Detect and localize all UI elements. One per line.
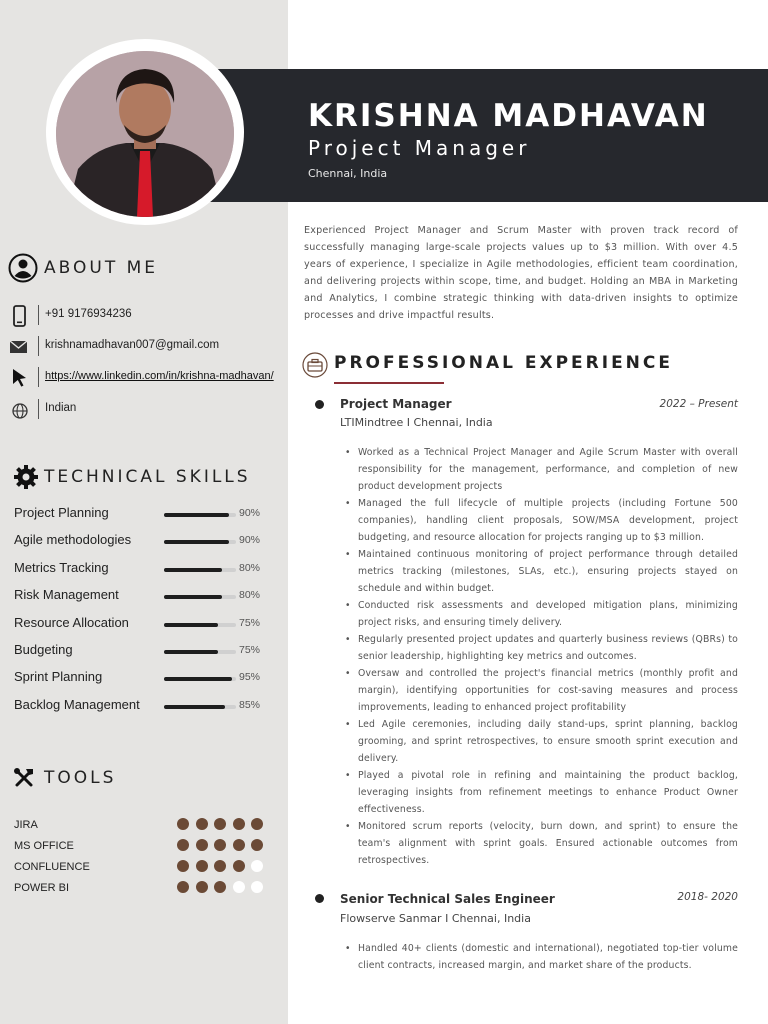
rating-dot-filled <box>196 839 208 851</box>
skill-label: Backlog Management <box>14 697 140 712</box>
about-heading: ABOUT ME <box>44 258 159 278</box>
duty-item: • Conducted risk assessments and developed mitigation plans, minimizing project risks, and ensuring timely delivery. <box>358 597 738 631</box>
skill-bar <box>164 568 236 572</box>
skill-row <box>14 505 264 525</box>
rating-dot-filled <box>177 818 189 830</box>
skill-bar-fill <box>164 540 229 544</box>
skill-row <box>14 587 264 607</box>
skill-percent: 80% <box>239 562 261 574</box>
mail-icon <box>8 335 32 359</box>
rating-dot-filled <box>251 839 263 851</box>
duty-item: • Managed the full lifecycle of multiple projects (including Fortune 500 companies), handling client proposals, SOW/MSA development, project budgeting, and resource allocation for projects ranging up to $3 million. <box>358 495 738 546</box>
contact-phone <box>8 304 278 328</box>
cursor-icon <box>8 366 32 390</box>
skill-label: Sprint Planning <box>14 669 103 684</box>
tool-row <box>14 860 274 876</box>
tools-icon <box>12 766 36 795</box>
rating-dot-filled <box>214 818 226 830</box>
skill-bar <box>164 705 236 709</box>
duty-item: • Maintained continuous monitoring of project performance through detailed metrics tracking (milestones, SLAs, etc.), ensuring projects stayed on schedule and within budget. <box>358 546 738 597</box>
experience-heading: PROFESSIONAL EXPERIENCE <box>334 353 673 373</box>
skill-percent: 75% <box>239 644 261 656</box>
person-circle-icon <box>8 253 38 288</box>
candidate-title: Project Manager <box>308 136 531 160</box>
briefcase-icon <box>302 352 328 383</box>
skill-bar-fill <box>164 568 222 572</box>
job-dates: 2018- 2020 <box>677 891 738 903</box>
rating-dot-filled <box>233 839 245 851</box>
skill-label: Resource Allocation <box>14 615 129 630</box>
profile-summary: Experienced Project Manager and Scrum Master with proven track record of successfully managing large-scale projects values up to $3 million. With over 4.5 years of experience, I specialize in Agile methodologies, efficient team coordination, and delivering projects within scope, time, and budget. Holding an MBA in Marketing and Analytics, I combine strategic thinking with data-driven insights to optimize processes and drive impactful results. <box>304 225 738 321</box>
skill-bar <box>164 650 236 654</box>
job-company: Flowserve Sanmar I Chennai, India <box>340 912 531 925</box>
job-title: Senior Technical Sales Engineer <box>340 892 555 906</box>
duty-item: • Oversaw and controlled the project's financial metrics (monthly profit and margin), identifying opportunities for cost-saving measures and process improvements, leading to enhanced project profitability <box>358 665 738 716</box>
profile-photo-illustration <box>56 51 234 217</box>
duty-item: • Worked as a Technical Project Manager and Agile Scrum Master with overall responsibility for the management, performance, and completion of new product development projects <box>358 444 738 495</box>
skill-label: Risk Management <box>14 587 119 602</box>
profile-photo <box>56 51 234 217</box>
contact-divider <box>38 336 39 356</box>
skill-label: Budgeting <box>14 642 73 657</box>
contact-email <box>8 335 278 359</box>
rating-dot-filled <box>214 839 226 851</box>
job-marker <box>315 400 324 409</box>
candidate-name: KRISHNA MADHAVAN <box>308 98 709 134</box>
job-marker <box>315 894 324 903</box>
skill-label: Metrics Tracking <box>14 560 109 575</box>
job-dates: 2022 – Present <box>659 398 738 410</box>
email-text[interactable]: krishnamadhavan007@gmail.com <box>45 339 220 351</box>
contact-nationality <box>8 398 278 422</box>
skill-label: Agile methodologies <box>14 532 132 547</box>
tool-label: POWER BI <box>14 882 70 894</box>
rating-dot-empty <box>233 881 245 893</box>
contact-linkedin <box>8 366 286 390</box>
skill-bar-fill <box>164 650 218 654</box>
job-duties <box>358 940 738 974</box>
candidate-location: Chennai, India <box>308 167 388 180</box>
skill-bar <box>164 540 236 544</box>
skill-row <box>14 669 264 689</box>
phone-icon <box>8 304 32 328</box>
nationality-text: Indian <box>45 402 77 414</box>
contact-divider <box>38 305 39 325</box>
rating-dot-filled <box>196 881 208 893</box>
skill-bar-fill <box>164 705 225 709</box>
rating-dot-filled <box>177 881 189 893</box>
tool-label: JIRA <box>14 819 38 831</box>
duty-item: • Monitored scrum reports (velocity, burn down, and sprint) to ensure the team's alignment with sprint goals. Ensured actionable outcomes from retrospectives. <box>358 818 738 869</box>
duty-item: • Handled 40+ clients (domestic and international), negotiated top-tier volume client contracts, increased margin, and market share of the products. <box>358 940 738 974</box>
tool-label: MS OFFICE <box>14 840 74 852</box>
rating-dot-empty <box>251 881 263 893</box>
tool-row <box>14 881 274 897</box>
skill-percent: 85% <box>239 699 261 711</box>
rating-dot-filled <box>251 818 263 830</box>
rating-dot-filled <box>214 881 226 893</box>
skill-bar <box>164 513 236 517</box>
skill-bar <box>164 595 236 599</box>
skill-row <box>14 615 264 635</box>
skill-bar <box>164 623 236 627</box>
rating-dot-filled <box>177 839 189 851</box>
skill-bar-fill <box>164 513 229 517</box>
skill-row <box>14 532 264 552</box>
contact-divider <box>38 367 39 387</box>
skills-heading: TECHNICAL SKILLS <box>44 467 251 487</box>
job-duties <box>358 444 738 869</box>
skill-percent: 90% <box>239 534 261 546</box>
skill-bar-fill <box>164 623 218 627</box>
tools-heading: TOOLS <box>44 768 117 788</box>
rating-dot-filled <box>196 818 208 830</box>
skill-label: Project Planning <box>14 505 109 520</box>
rating-dot-filled <box>196 860 208 872</box>
skill-percent: 95% <box>239 671 261 683</box>
tool-row <box>14 818 274 834</box>
tool-label: CONFLUENCE <box>14 861 90 873</box>
rating-dot-empty <box>251 860 263 872</box>
rating-dot-filled <box>214 860 226 872</box>
globe-icon <box>8 398 32 422</box>
skill-row <box>14 697 264 717</box>
experience-underline <box>334 382 444 384</box>
skill-percent: 75% <box>239 617 261 629</box>
skill-bar <box>164 677 236 681</box>
skill-percent: 90% <box>239 507 261 519</box>
rating-dot-filled <box>177 860 189 872</box>
tool-row <box>14 839 274 855</box>
job-company: LTIMindtree I Chennai, India <box>340 416 493 429</box>
skill-bar-fill <box>164 595 222 599</box>
phone-text[interactable]: +91 9176934236 <box>45 308 132 320</box>
contact-divider <box>38 399 39 419</box>
skill-row <box>14 642 264 662</box>
duty-item: • Led Agile ceremonies, including daily stand-ups, sprint planning, backlog grooming, and sprint retrospectives, to ensure smooth sprint execution and delivery. <box>358 716 738 767</box>
gear-icon <box>13 464 39 495</box>
rating-dot-filled <box>233 860 245 872</box>
linkedin-link[interactable]: https://www.linkedin.com/in/krishna-madhavan/ <box>45 370 274 382</box>
job-title: Project Manager <box>340 397 452 411</box>
skill-row <box>14 560 264 580</box>
skill-percent: 80% <box>239 589 261 601</box>
rating-dot-filled <box>233 818 245 830</box>
duty-item: • Regularly presented project updates and quarterly business reviews (QBRs) to senior leadership, highlighting key metrics and outcomes. <box>358 631 738 665</box>
skill-bar-fill <box>164 677 232 681</box>
duty-item: • Played a pivotal role in refining and maintaining the product backlog, leveraging insights from refinement meetings to enhance Product Owner effectiveness. <box>358 767 738 818</box>
